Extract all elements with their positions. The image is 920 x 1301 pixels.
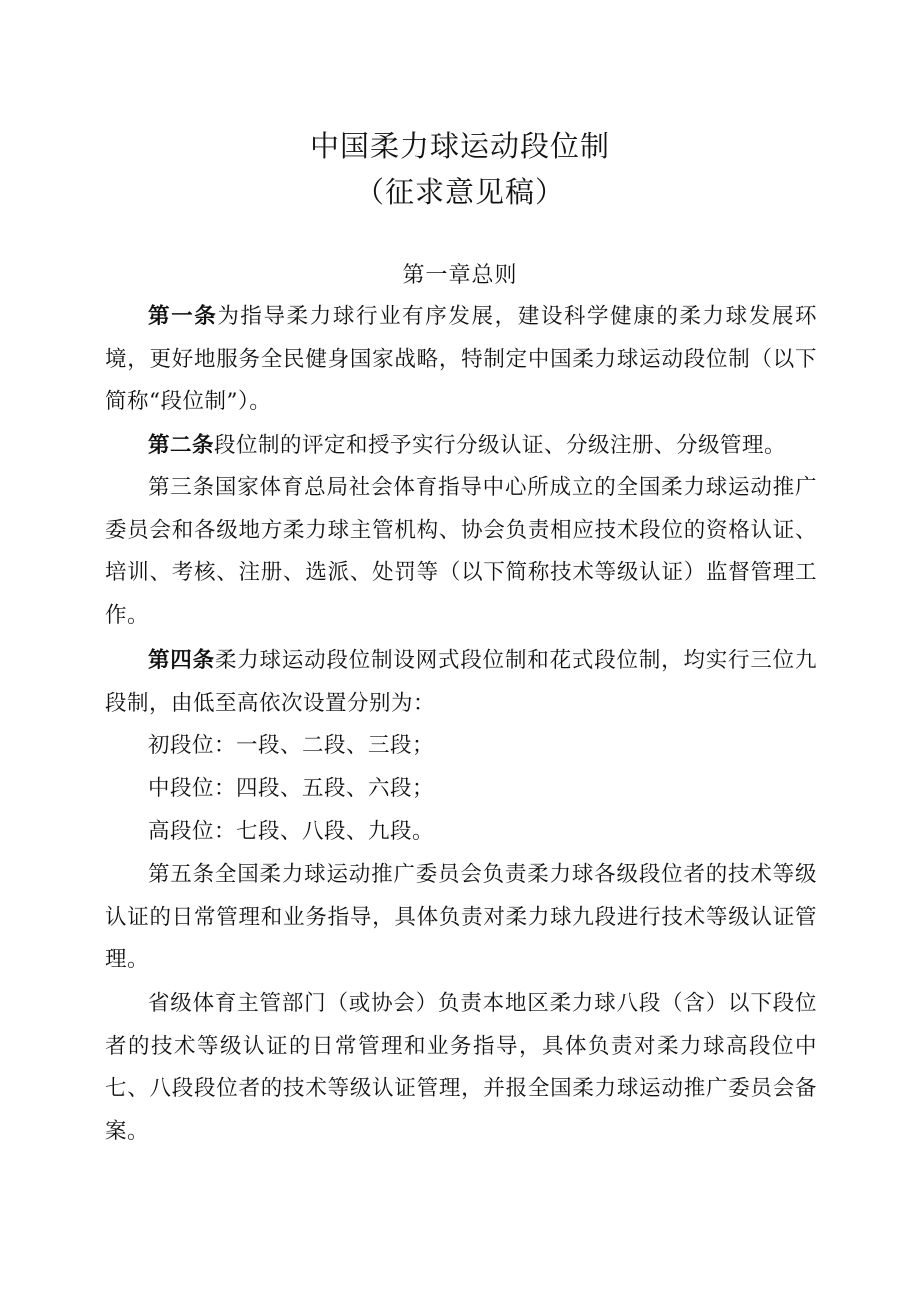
article-2-label: 第二条 bbox=[148, 433, 215, 458]
article-2 bbox=[105, 425, 817, 468]
level-advanced: 高段位：七段、八段、九段。 bbox=[148, 819, 435, 844]
article-2-text: 段位制的评定和授予实行分级认证、分级注册、分级管理。 bbox=[214, 433, 787, 458]
article-3: 第三条国家体育总局社会体育指导中心所成立的全国柔力球运动推广委员会和各级地方柔力球主管机构、协会负责相应技术段位的资格认证、培训、考核、注册、选派、处罚等（以下简称技术等级认证）监督管理工作。 bbox=[105, 475, 817, 628]
article-1-text: 为指导柔力球行业有序发展，建设科学健康的柔力球发展环境，更好地服务全民健身国家战略，特制定中国柔力球运动段位制（以下简称“段位制”）。 bbox=[105, 304, 817, 414]
article-5-paragraph-2: 省级体育主管部门（或协会）负责本地区柔力球八段（含）以下段位者的技术等级认证的日常管理和业务指导，具体负责对柔力球高段位中七、八段段位者的技术等级认证管理，并报全国柔力球运动推广委员会备案。 bbox=[105, 991, 817, 1144]
document-subtitle: （征求意见稿） bbox=[354, 175, 565, 209]
article-1 bbox=[105, 296, 817, 424]
article-4 bbox=[105, 640, 817, 725]
document-title: 中国柔力球运动段位制 bbox=[309, 129, 610, 163]
article-4-text: 柔力球运动段位制设网式段位制和花式段位制，均实行三位九段制，由低至高依次设置分别为： bbox=[105, 648, 817, 716]
article-1-label: 第一条 bbox=[148, 304, 218, 329]
article-4-label: 第四条 bbox=[148, 648, 215, 673]
article-5: 第五条全国柔力球运动推广委员会负责柔力球各级段位者的技术等级认证的日常管理和业务指导，具体负责对柔力球九段进行技术等级认证管理。 bbox=[105, 862, 817, 972]
chapter-heading: 第一章总则 bbox=[402, 263, 518, 288]
level-intermediate: 中段位：四段、五段、六段； bbox=[148, 776, 435, 801]
level-beginner: 初段位：一段、二段、三段； bbox=[148, 733, 435, 758]
